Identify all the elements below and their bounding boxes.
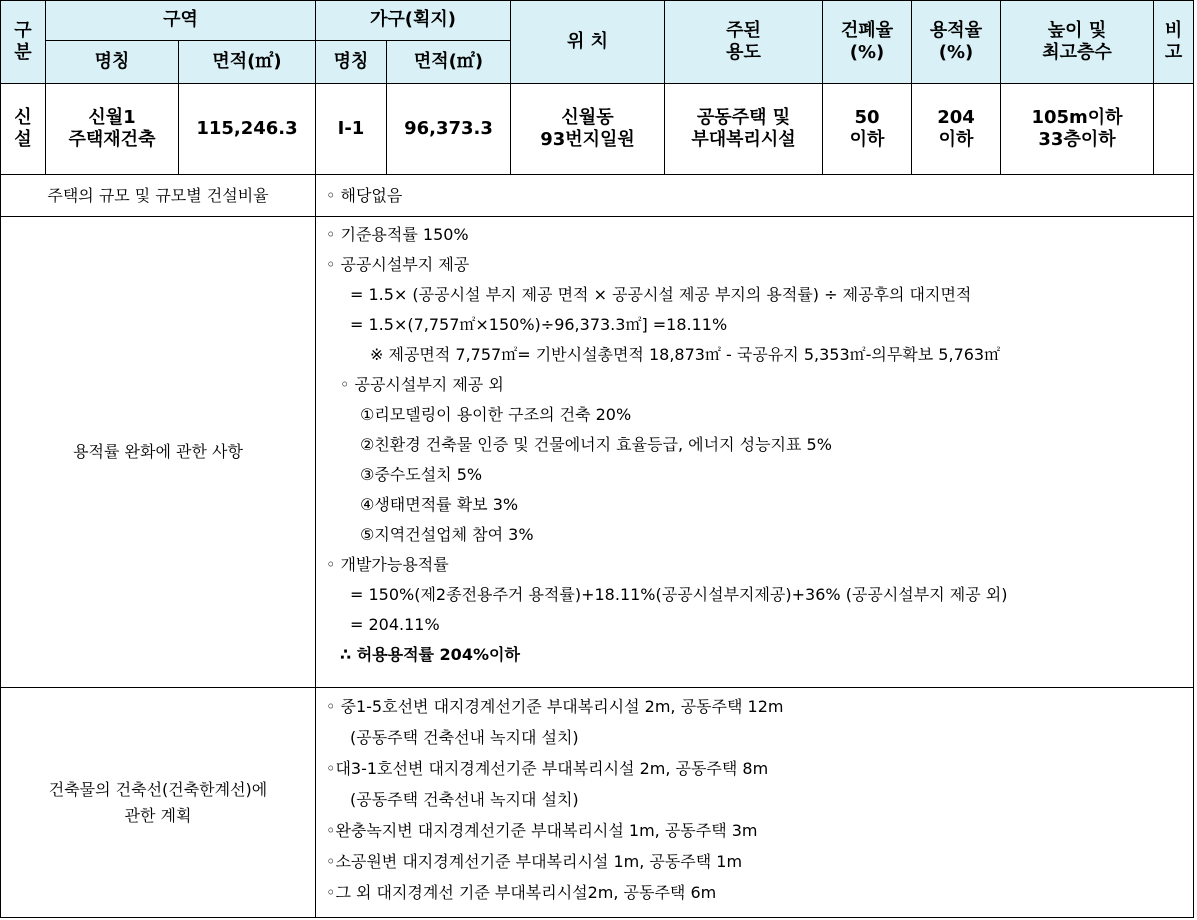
text-line: ③중수도설치 5% <box>360 465 483 484</box>
setback-label: 건축물의 건축선(건축한계선)에 관한 계획 <box>1 688 316 918</box>
text-line: ∴ 허용용적률 204%이하 <box>340 645 520 664</box>
header-block-area: 면적(㎡) <box>387 41 511 84</box>
far-relief-content <box>316 217 1194 688</box>
text-line: = 1.5×(7,757㎡×150%)÷96,373.3㎡] =18.11% <box>350 315 728 334</box>
housing-row <box>1 175 1194 217</box>
housing-label: 주택의 규모 및 규모별 건설비율 <box>1 175 316 217</box>
header-note: 비 고 <box>1154 1 1194 84</box>
text-line: (공동주택 건축선내 녹지대 설치) <box>350 790 579 809</box>
housing-value: ◦ 해당없음 <box>316 175 1194 217</box>
text-line: ①리모델링이 용이한 구조의 건축 20% <box>360 405 632 424</box>
header-location: 위 치 <box>511 1 665 84</box>
header-height: 높이 및 최고층수 <box>1001 1 1154 84</box>
header-gubun: 구 분 <box>1 1 46 84</box>
row-gubun: 신 설 <box>1 84 46 175</box>
far-relief-lines <box>326 220 1193 670</box>
text-line: ⑤지역건설업체 참여 3% <box>360 525 534 544</box>
row-far: 204 이하 <box>912 84 1001 175</box>
header-zone-area: 면적(㎡) <box>179 41 316 84</box>
header-row-1 <box>1 1 1194 41</box>
row-zone-name: 신월1 주택재건축 <box>46 84 179 175</box>
text-line: ◦ 공공시설부지 제공 외 <box>340 375 504 394</box>
row-use: 공동주택 및 부대복리시설 <box>665 84 823 175</box>
header-bcr: 건폐율 (%) <box>823 1 912 84</box>
row-note <box>1154 84 1194 175</box>
text-line: ◦ 개발가능용적률 <box>326 555 449 574</box>
text-line: ◦ 공공시설부지 제공 <box>326 255 470 274</box>
far-relief-row <box>1 217 1194 688</box>
header-zone-name: 명칭 <box>46 41 179 84</box>
text-line: = 150%(제2종전용주거 용적률)+18.11%(공공시설부지제공)+36% (공공시설부지 제공 외) <box>350 585 1008 604</box>
text-line: = 204.11% <box>350 615 440 634</box>
text-line: (공동주택 건축선내 녹지대 설치) <box>350 728 579 747</box>
row-block-name: Ⅰ-1 <box>316 84 387 175</box>
text-line: ◦그 외 대지경계선 기준 부대복리시설2m, 공동주택 6m <box>326 883 717 902</box>
row-zone-area: 115,246.3 <box>179 84 316 175</box>
text-line: ②친환경 건축물 인증 및 건물에너지 효율등급, 에너지 성능지표 5% <box>360 435 832 454</box>
far-relief-label: 용적률 완화에 관한 사항 <box>1 217 316 688</box>
setback-lines <box>326 691 1193 908</box>
text-line: ◦대3-1호선변 대지경계선기준 부대복리시설 2m, 공동주택 8m <box>326 759 769 778</box>
text-line: ◦완충녹지변 대지경계선기준 부대복리시설 1m, 공동주택 3m <box>326 821 758 840</box>
text-line: ◦ 기준용적률 150% <box>326 225 469 244</box>
data-row <box>1 84 1194 175</box>
row-block-area: 96,373.3 <box>387 84 511 175</box>
header-far: 용적율 (%) <box>912 1 1001 84</box>
header-zone: 구역 <box>46 1 316 41</box>
header-block: 가구(획지) <box>316 1 511 41</box>
text-line: ◦ 중1-5호선변 대지경계선기준 부대복리시설 2m, 공동주택 12m <box>326 697 784 716</box>
row-height: 105m이하 33층이하 <box>1001 84 1154 175</box>
text-line: ◦소공원변 대지경계선기준 부대복리시설 1m, 공동주택 1m <box>326 852 743 871</box>
text-line: ④생태면적률 확보 3% <box>360 495 519 514</box>
setback-content <box>316 688 1194 918</box>
row-location: 신월동 93번지일원 <box>511 84 665 175</box>
setback-row <box>1 688 1194 918</box>
header-use: 주된 용도 <box>665 1 823 84</box>
header-block-name: 명칭 <box>316 41 387 84</box>
text-line: ※ 제공면적 7,757㎡= 기반시설총면적 18,873㎡ - 국공유지 5,353㎡-의무확보 5,763㎡ <box>370 345 1001 364</box>
text-line: = 1.5× (공공시설 부지 제공 면적 × 공공시설 제공 부지의 용적률) ÷ 제공후의 대지면적 <box>350 285 972 304</box>
row-bcr: 50 이하 <box>823 84 912 175</box>
